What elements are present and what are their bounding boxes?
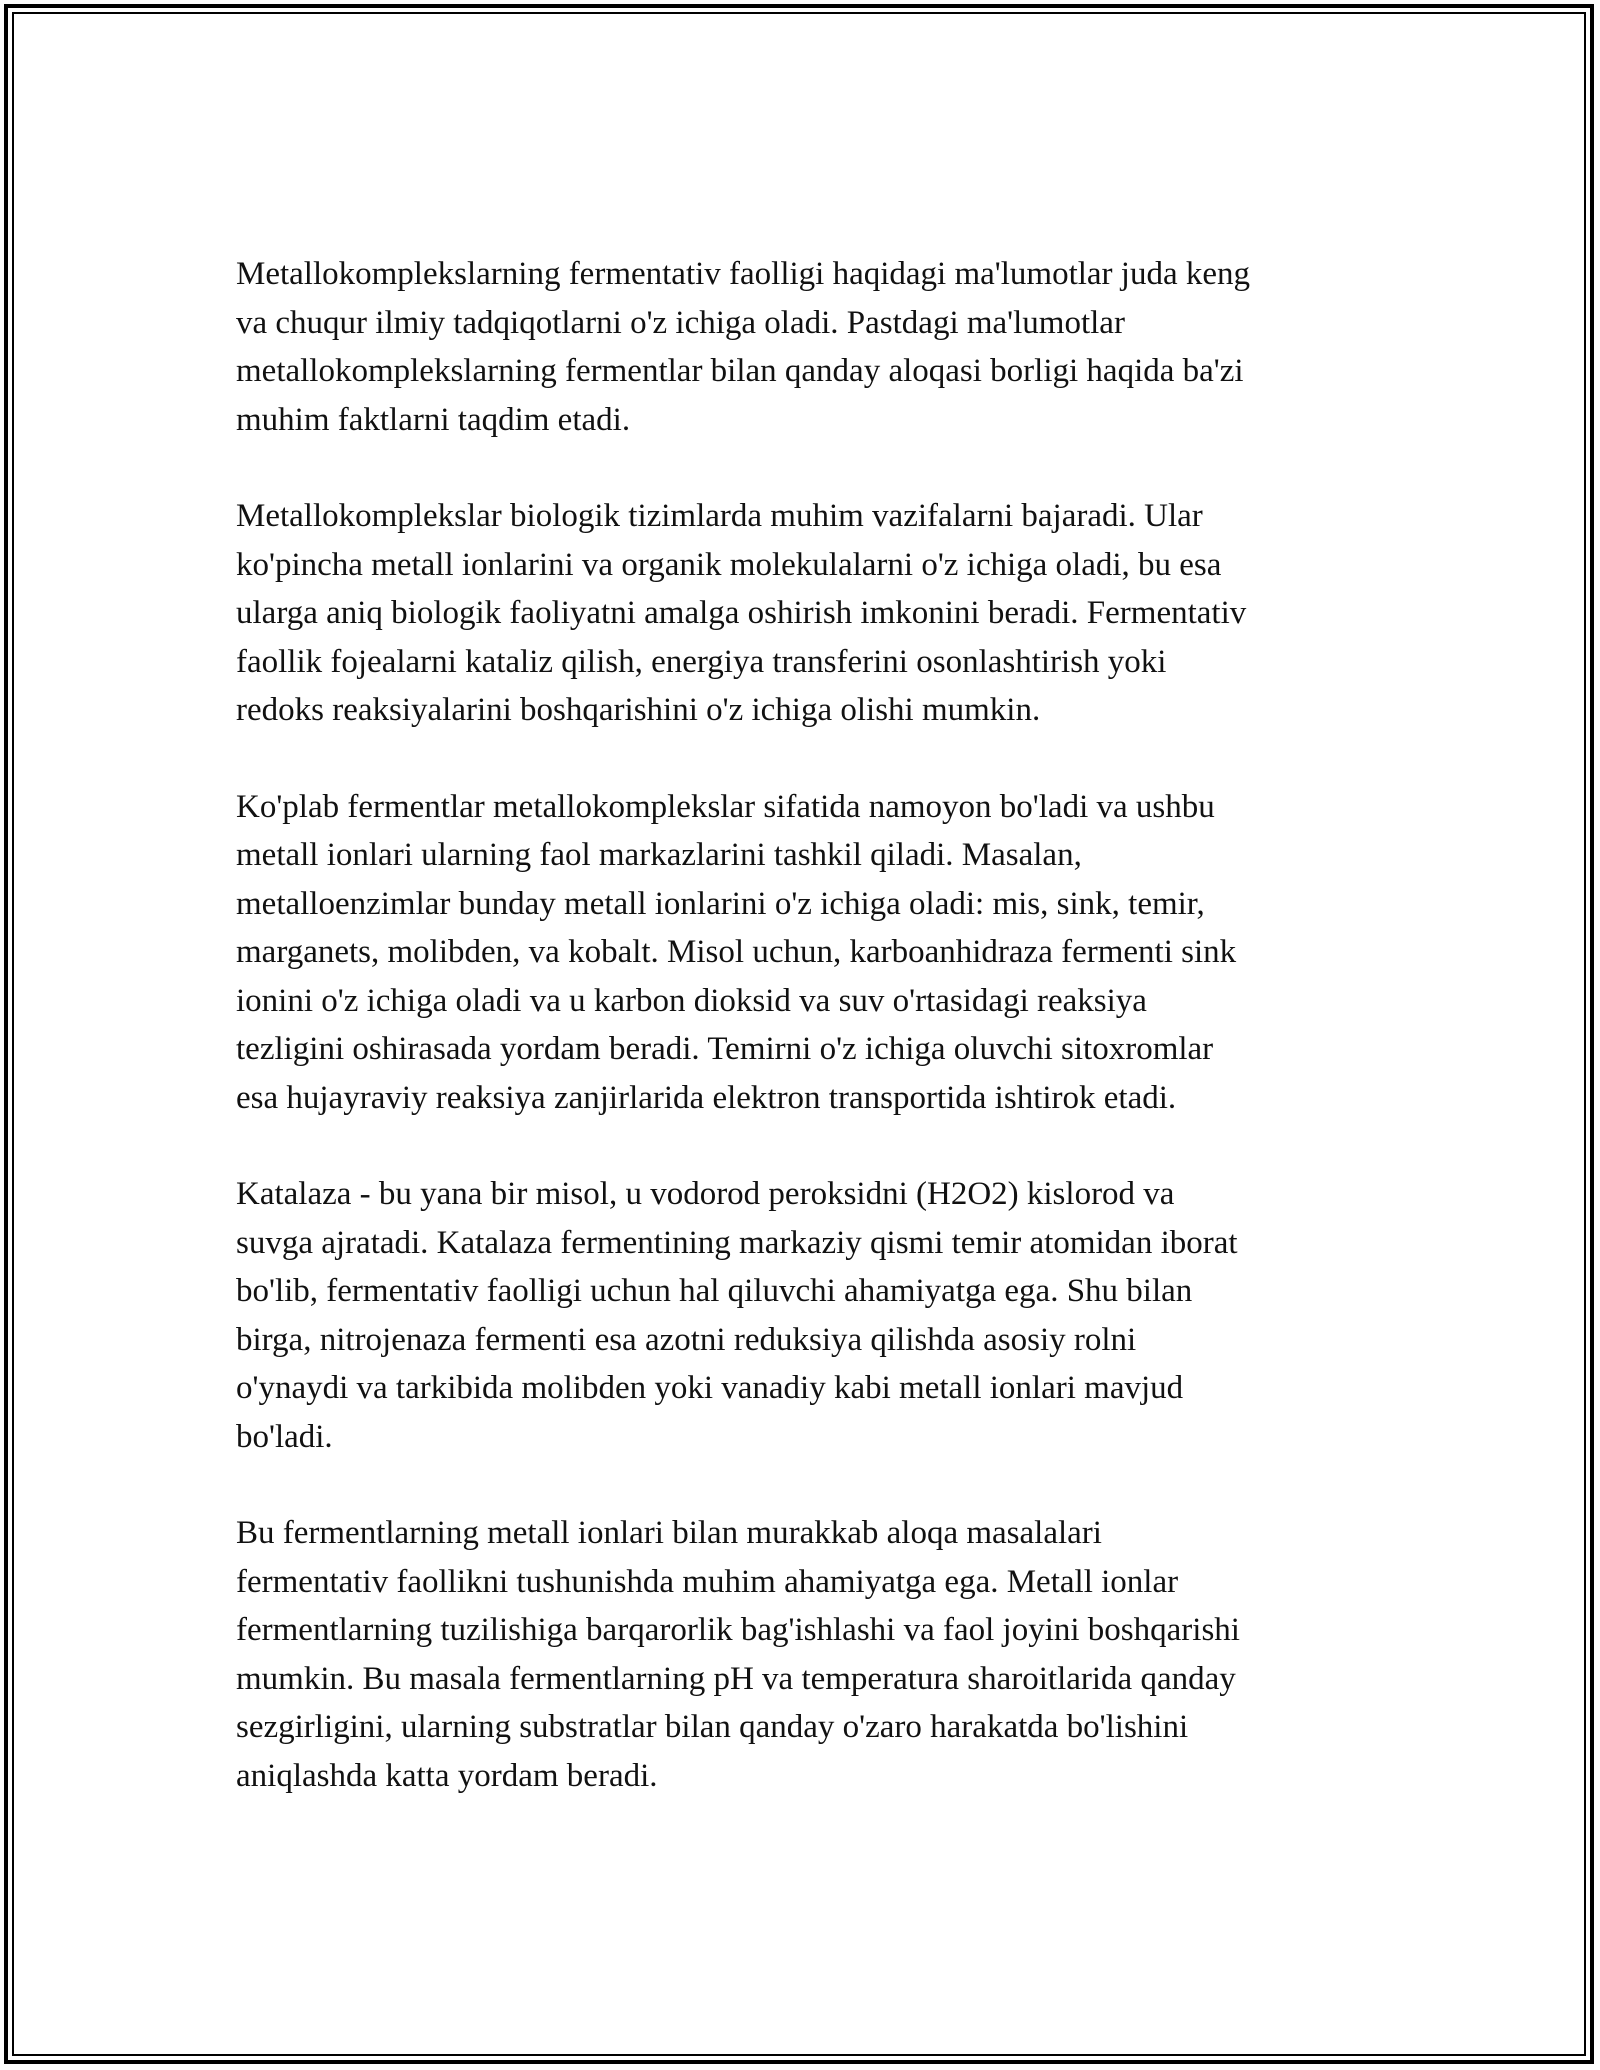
text-line: ularga aniq biologik faoliyatni amalga oshirish imkonini beradi. Fermentativ	[236, 595, 1247, 631]
text-line: fermentlarning tuzilishiga barqarorlik bag'ishlashi va faol joyini boshqarishi	[236, 1612, 1240, 1648]
text-line: Bu fermentlarning metall ionlari bilan murakkab aloqa masalalari	[236, 1515, 1102, 1551]
text-line: esa hujayraviy reaksiya zanjirlarida elektron transportida ishtirok etadi.	[236, 1079, 1177, 1116]
text-line: metall ionlari ularning faol markazlarini tashkil qiladi. Masalan,	[236, 837, 1082, 873]
paragraph-2	[236, 492, 1376, 735]
text-line: o'ynaydi va tarkibida molibden yoki vanadiy kabi metall ionlari mavjud	[236, 1370, 1184, 1406]
text-line: faollik fojealarni kataliz qilish, energiya transferini osonlashtirish yoki	[236, 643, 1167, 680]
text-line: birga, nitrojenaza fermenti esa azotni reduksiya qilishda asosiy rolni	[236, 1321, 1137, 1358]
text-line: tezligini oshirasada yordam beradi. Temirni o'z ichiga oluvchi sitoxromlar	[236, 1031, 1214, 1067]
text-line: suvga ajratadi. Katalaza fermentining markaziy qismi temir atomidan iborat	[236, 1224, 1238, 1261]
text-line: va chuqur ilmiy tadqiqotlarni o'z ichiga oladi. Pastdagi ma'lumotlar	[236, 304, 1125, 341]
text-line: redoks reaksiyalarini boshqarishini o'z ichiga olishi mumkin.	[236, 692, 1041, 728]
text-line: aniqlashda katta yordam beradi.	[236, 1757, 658, 1794]
text-line: ionini o'z ichiga oladi va u karbon dioksid va suv o'rtasidagi reaksiya	[236, 982, 1147, 1019]
text-line: mumkin. Bu masala fermentlarning pH va temperatura sharoitlarida qanday	[236, 1660, 1236, 1697]
text-line: bo'lib, fermentativ faolligi uchun hal qiluvchi ahamiyatga ega. Shu bilan	[236, 1273, 1193, 1309]
document-body	[236, 250, 1376, 1848]
paragraph-5	[236, 1509, 1376, 1800]
paragraph-3	[236, 783, 1376, 1123]
paragraph-4	[236, 1170, 1376, 1461]
text-line: Metallokomplekslarning fermentativ faolligi haqidagi ma'lumotlar juda keng	[236, 256, 1251, 292]
text-line: sezgirligini, ularning substratlar bilan qanday o'zaro harakatda bo'lishini	[236, 1709, 1189, 1745]
text-line: marganets, molibden, va kobalt. Misol uchun, karboanhidraza fermenti sink	[236, 934, 1237, 970]
text-line: metallokomplekslarning fermentlar bilan qanday aloqasi borligi haqida ba'zi	[236, 353, 1244, 389]
text-line: metalloenzimlar bunday metall ionlarini o'z ichiga oladi: mis, sink, temir,	[236, 885, 1205, 922]
paragraph-1	[236, 250, 1376, 444]
text-line: Katalaza - bu yana bir misol, u vodorod peroksidni (H2O2) kislorod va	[236, 1176, 1175, 1212]
text-line: bo'ladi.	[236, 1418, 333, 1455]
text-line: muhim faktlarni taqdim etadi.	[236, 401, 631, 438]
text-line: fermentativ faollikni tushunishda muhim ahamiyatga ega. Metall ionlar	[236, 1563, 1179, 1600]
text-line: ko'pincha metall ionlarini va organik molekulalarni o'z ichiga oladi, bu esa	[236, 546, 1222, 583]
text-line: Ko'plab fermentlar metallokomplekslar sifatida namoyon bo'ladi va ushbu	[236, 788, 1215, 825]
text-line: Metallokomplekslar biologik tizimlarda muhim vazifalarni bajaradi. Ular	[236, 498, 1203, 534]
